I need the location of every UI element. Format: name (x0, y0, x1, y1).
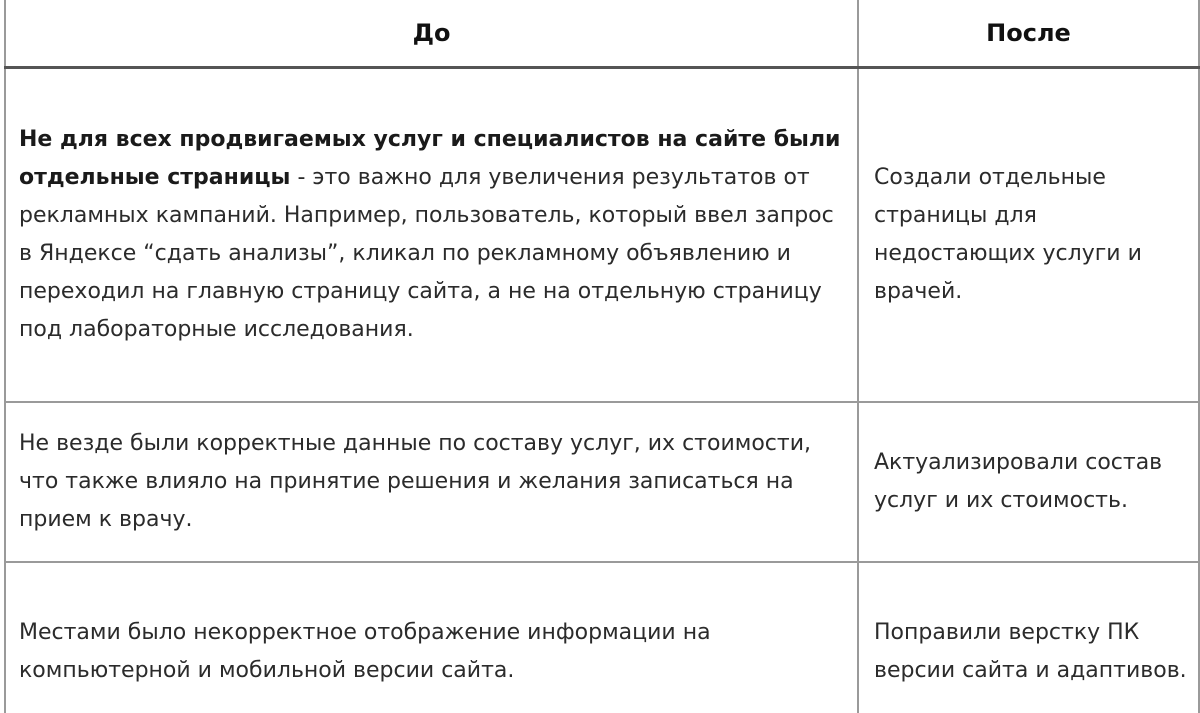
table-row (5, 402, 1199, 562)
table-row (5, 68, 1199, 403)
before-cell (5, 68, 858, 403)
after-cell: Поправили верстку ПК версии сайта и адаптивов. (858, 562, 1199, 713)
comparison-table (4, 0, 1200, 713)
table-row (5, 562, 1199, 713)
before-text: - это важно для увеличения результатов от рекламных кампаний. Например, пользователь, который ввел запрос в Яндексе “сдать анализы”, кликал по рекламному объявлению и переходил на главную страницу сайта, а не на отдельную страницу под лабораторные исследования. (19, 165, 834, 342)
before-cell: Не везде были корректные данные по составу услуг, их стоимости, что также влияло на принятие решения и желания записаться на прием к врачу. (5, 402, 858, 562)
after-cell: Создали отдельные страницы для недостающих услуги и врачей. (858, 68, 1199, 403)
column-header-after: После (858, 0, 1199, 68)
before-cell: Местами было некорректное отображение информации на компьютерной и мобильной версии сайта. (5, 562, 858, 713)
column-header-before: До (5, 0, 858, 68)
before-highlight-text: Не для всех продвигаемых услуг и специалистов на сайте были отдельные страницы (19, 127, 841, 190)
after-cell: Актуализировали состав услуг и их стоимость. (858, 402, 1199, 562)
table-header-row (5, 0, 1199, 68)
